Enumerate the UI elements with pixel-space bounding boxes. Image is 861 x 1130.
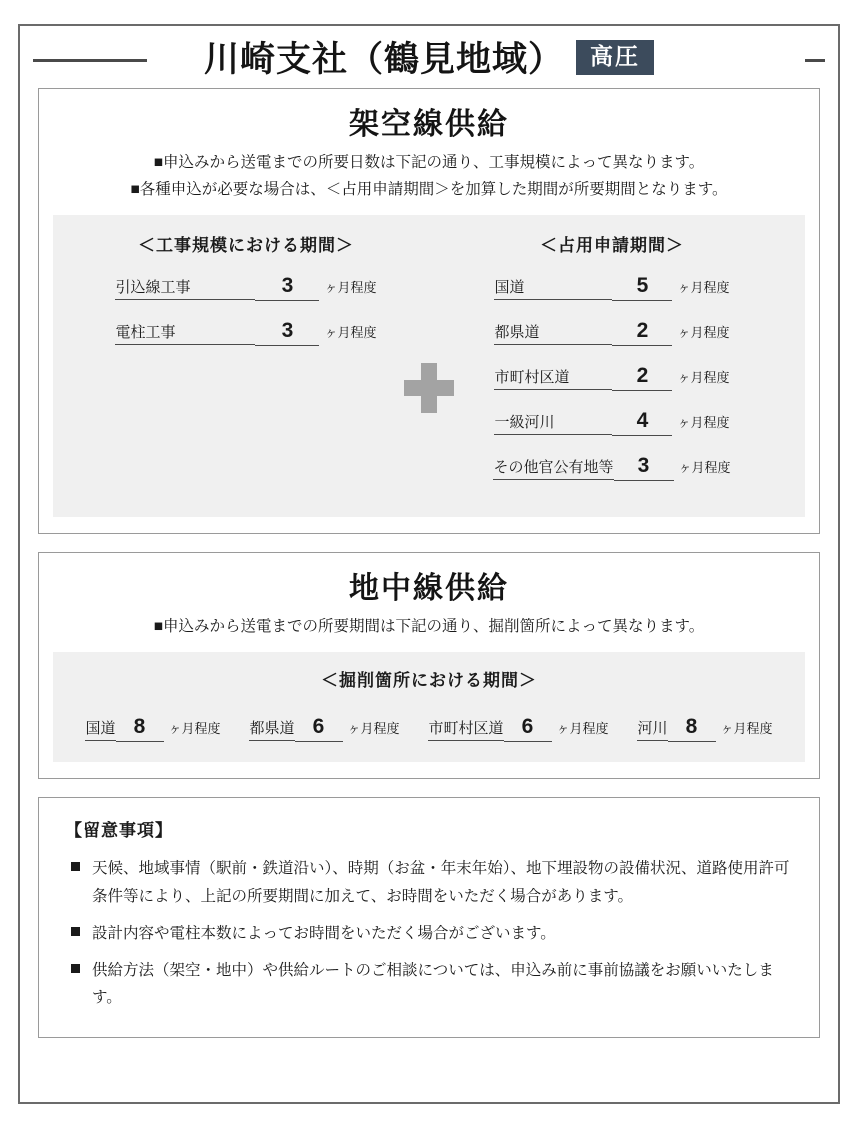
- overhead-note-1: ■申込みから送電までの所要日数は下記の通り、工事規模によって異なります。: [153, 154, 705, 171]
- excavation-heading: ＜掘削箇所における期間＞: [321, 671, 537, 691]
- item-label: 市町村区道: [428, 717, 503, 741]
- list-item: [63, 319, 429, 346]
- item-unit: ヶ月程度: [677, 415, 730, 431]
- item-label: 一級河川: [494, 411, 612, 435]
- header-rule-left: [33, 59, 147, 62]
- item-label: 引込線工事: [115, 276, 255, 300]
- remark-text: 天候、地域事情（駅前・鉄道沿い）、時期（お盆・年末年始）、地下埋設物の設備状況、道路使用許可条件等により、上記の所要期間に加えて、お時間をいただく場合があります。: [92, 860, 790, 905]
- item-unit: ヶ月程度: [677, 370, 730, 386]
- remarks-section: [38, 797, 820, 1038]
- remarks-title: 【留意事項】: [65, 821, 173, 841]
- overhead-section-title: 架空線供給: [349, 108, 509, 141]
- underground-section-title: 地中線供給: [349, 572, 509, 606]
- item-value: 4: [612, 409, 672, 436]
- item-label: 国道: [494, 276, 612, 300]
- occupancy-application-heading: ＜占用申請期間＞: [540, 236, 684, 256]
- item-unit: ヶ月程度: [677, 325, 730, 341]
- list-item: [65, 957, 793, 1011]
- item-unit: ヶ月程度: [556, 721, 609, 737]
- list-item: [65, 855, 793, 909]
- overhead-notes: [39, 149, 819, 209]
- item-unit: ヶ月程度: [324, 325, 377, 341]
- item-label: 市町村区道: [494, 366, 612, 390]
- item-value: 3: [255, 319, 319, 346]
- item-unit: ヶ月程度: [678, 460, 731, 476]
- item-value: 5: [612, 274, 672, 301]
- list-item: [85, 715, 220, 742]
- item-unit: ヶ月程度: [677, 280, 730, 296]
- underground-supply-section: [38, 552, 820, 779]
- item-label: 電柱工事: [115, 321, 255, 345]
- construction-scale-column: [63, 229, 429, 364]
- item-value: 8: [668, 715, 716, 742]
- overhead-panel: [53, 215, 805, 517]
- page-header: [20, 26, 838, 88]
- list-item: [429, 274, 795, 301]
- construction-scale-heading: ＜工事規模における期間＞: [138, 236, 354, 256]
- remark-text: 設計内容や電柱本数によってお時間をいただく場合がございます。: [92, 924, 556, 942]
- overhead-supply-section: [38, 88, 820, 534]
- item-unit: ヶ月程度: [324, 280, 377, 296]
- square-bullet-icon: [71, 964, 80, 973]
- list-item: [429, 409, 795, 436]
- item-value: 2: [612, 364, 672, 391]
- underground-note-1: ■申込みから送電までの所要期間は下記の通り、掘削箇所によって異なります。: [153, 618, 705, 636]
- item-label: 河川: [637, 717, 667, 741]
- item-label: 国道: [85, 717, 115, 741]
- item-value: 8: [116, 715, 164, 742]
- occupancy-application-column: [429, 229, 795, 499]
- square-bullet-icon: [71, 862, 80, 871]
- document-page: [18, 24, 840, 1104]
- header-rule-right: [805, 59, 825, 62]
- list-item: [429, 319, 795, 346]
- item-label: 都県道: [494, 321, 612, 345]
- item-value: 3: [614, 454, 674, 481]
- list-item: [637, 715, 772, 742]
- item-unit: ヶ月程度: [168, 721, 221, 737]
- underground-panel: [53, 652, 805, 762]
- list-item: [429, 454, 795, 481]
- list-item: [65, 920, 793, 947]
- item-value: 3: [255, 274, 319, 301]
- plus-icon: [404, 363, 454, 413]
- item-label: その他官公有地等: [493, 456, 613, 480]
- item-unit: ヶ月程度: [347, 721, 400, 737]
- overhead-note-2: ■各種申込が必要な場合は、＜占用申請期間＞を加算した期間が所要期間となります。: [130, 181, 728, 199]
- remark-text: 供給方法（架空・地中）や供給ルートのご相談については、申込み前に事前協議をお願いいたします。: [92, 961, 774, 1006]
- page-title: 川崎支社（鶴見地域）: [203, 40, 564, 79]
- list-item: [428, 715, 608, 742]
- underground-notes: [39, 613, 819, 646]
- square-bullet-icon: [71, 927, 80, 936]
- list-item: [249, 715, 399, 742]
- item-label: 都県道: [249, 717, 294, 741]
- item-value: 6: [295, 715, 343, 742]
- list-item: [63, 274, 429, 301]
- list-item: [429, 364, 795, 391]
- voltage-badge: 高圧: [576, 40, 654, 75]
- item-value: 2: [612, 319, 672, 346]
- item-unit: ヶ月程度: [720, 721, 773, 737]
- item-value: 6: [504, 715, 552, 742]
